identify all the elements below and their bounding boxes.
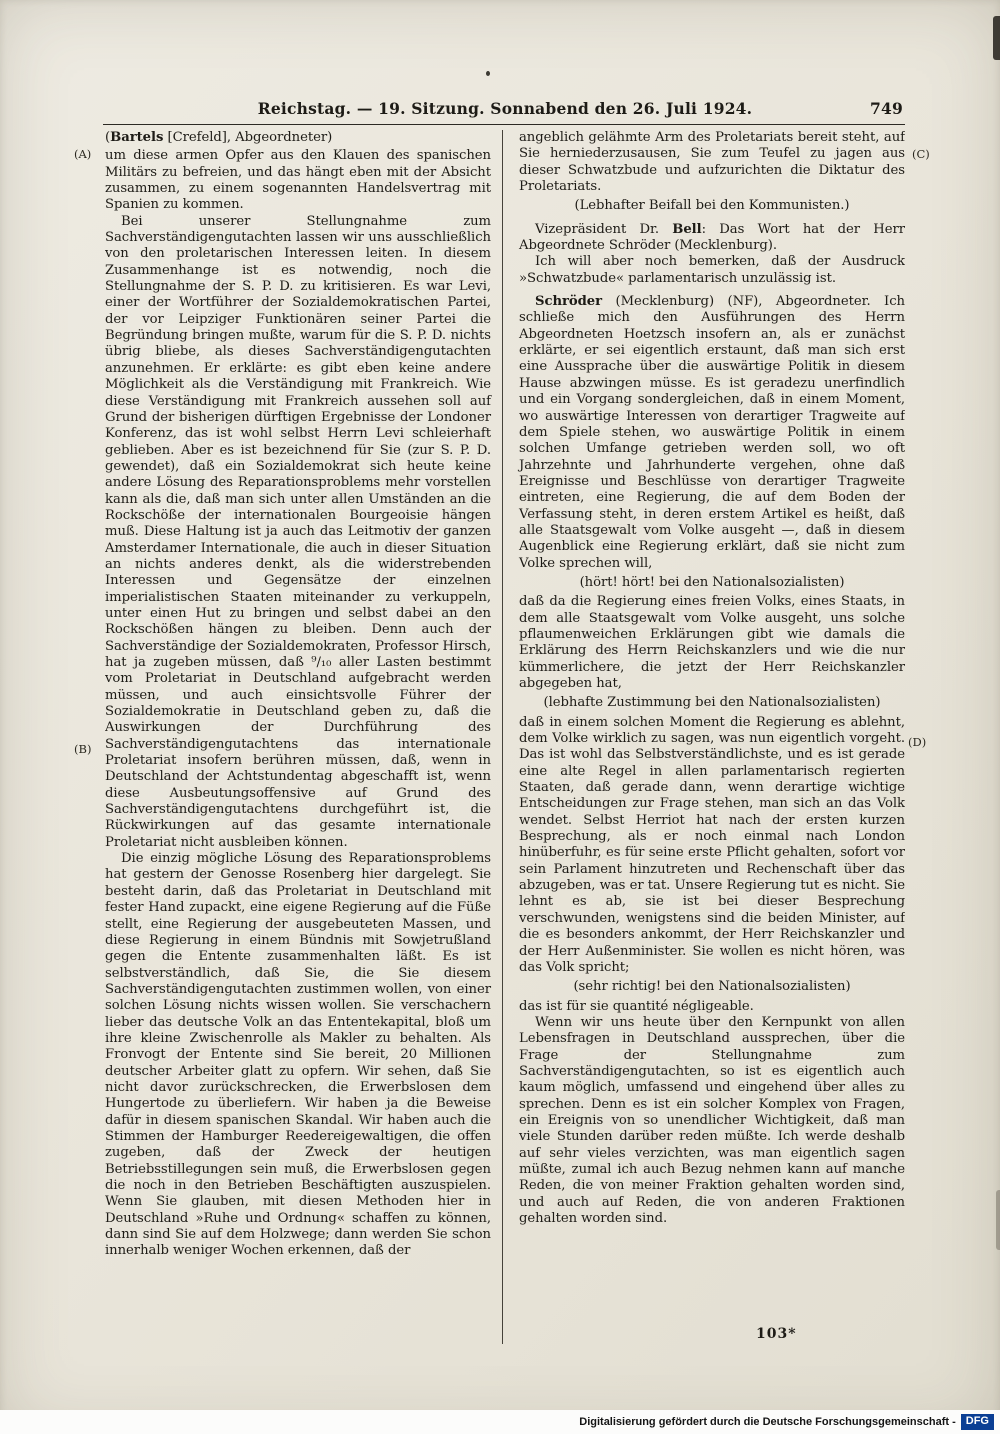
stage-direction [519, 695, 905, 711]
text-run: daß in einem solchen Moment die Regierung es ablehnt, dem Volke wirklich zu sagen, was nun eigentlich vorgeht. Das ist wohl das Selbstverständlichste, und es ist gerade eine alte Regel in allen parlamentarisch regierten Staaten, daß gerade dann, wenn derartige wichtige Entscheidungen zur Frage stehen, man sich an das Volk wendet. Selbst Herriot hat nach der ersten kurzen Besprechung, als er noch einmal nach London hinüberfuhr, es für seine erste Pflicht gehalten, sofort vor sein Parlament hinzutreten und Rechenschaft über das abzugeben, was er tat. Unsere Regierung tut es nicht. Sie lehnt es ab, sie ist bei dieser Besprechung verschwunden, wenigstens sind die beiden Minister, auf die es besonders ankommt, der Herr Reichskanzler und der Herr Außenminister. Sie wollen es nicht hören, was das Volk spricht; [519, 714, 905, 975]
text-run: daß da die Regierung eines freien Volks, eines Staats, in dem alle Staatsgewalt vom Volke ausgeht, uns solche pflaumenweichen Erklärungen gibt wie damals die Erklärung des Herrn Reichskanzlers und wie die nur kümmerlichere, die jetzt der Herr Reichskanzler abgegeben hat, [519, 594, 905, 691]
speaker-name: Schröder [535, 294, 603, 310]
session-title: Reichstag. — 19. Sitzung. Sonnabend den 26. Juli 1924. [257, 99, 753, 118]
dfg-logo: DFG [961, 1414, 994, 1430]
paragraph [519, 294, 905, 572]
stage-direction [519, 575, 905, 591]
digitization-note: Digitalisierung gefördert durch die Deutsche Forschungsgemeinschaft - [579, 1416, 956, 1428]
margin-marker-c: (C) [912, 147, 930, 161]
text-run: (Mecklenburg) (NF), Abgeordneter. Ich schließe mich den Ausführungen des Herrn Abgeordneten Hoetzsch insofern an, als er zunächst erklärte, er sei eigentlich erstaunt, daß man sich erst eine Aussprache über die auswärtige Politik in diesem Hause abzwingen müsse. Es ist geradezu unerfindlich und ein Vorgang sondergleichen, daß in einem Moment, wo auswärtige Interessen von derartiger Tragweite auf dem Spiele stehen, wo auswärtige Politik in einem solchen Umfange getrieben werden soll, wo oft Jahrzehnte und Jahrhunderte vergehen, ohne daß Ereignisse und Beschlüsse von derartiger Tragweite eintreten, eine Regierung, die auf dem Boden der Verfassung steht, in deren erstem Artikel es heißt, daß alle Staatsgewalt vom Volke ausgeht —, daß in diesem Augenblick eine Regierung erklärt, daß sie nicht zum Volke sprechen will, [519, 294, 905, 571]
paragraph [105, 214, 491, 851]
margin-marker-a: (A) [74, 147, 92, 161]
paragraph [519, 1015, 905, 1227]
text-run: [Crefeld], Abgeordneter) [163, 130, 333, 145]
text-run: Wenn wir uns heute über den Kernpunkt von allen Lebensfragen in Deutschland aussprechen, über die Frage der Stellungnahme zum Sachverständigengutachten, so ist es eigentlich auch kaum möglich, umfassend und eingehend über alles zu sprechen. Denn es ist ein solcher Komplex von Fragen, ein Ereignis von so unendlicher Wichtigkeit, daß man viele Stunden darüber reden müßte. Ich werde deshalb auf sehr vieles verzichten, was man eigentlich sagen müßte, zumal ich auch Bezug nehmen kann auf manche Reden, die von meiner Fraktion gehalten worden sind, und auch auf Reden, die von anderen Fraktionen gehalten worden sind. [519, 1014, 905, 1226]
text-columns [105, 130, 905, 1342]
paragraph [519, 594, 905, 692]
margin-marker-d: (D) [908, 735, 927, 749]
text-run: (lebhafte Zustimmung bei den Nationalsozialisten) [543, 695, 881, 711]
text-run: Vizepräsident Dr. [535, 221, 673, 237]
text-run: um diese armen Opfer aus den Klauen des spanischen Militärs zu befreien, und das hängt eben mit der Absicht zusammen, zu einem sogenannten Handelsvertrag mit Spanien zu kommen. [105, 148, 491, 213]
paragraph [519, 130, 905, 195]
paragraph [519, 222, 905, 255]
stage-direction [519, 979, 905, 995]
stage-direction [519, 198, 905, 214]
page-header [105, 99, 905, 118]
paragraph [105, 130, 491, 146]
margin-marker-b: (B) [74, 742, 92, 756]
sheet-signature: 103* [756, 1326, 797, 1342]
text-run: Die einzig mögliche Lösung des Reparationsproblems hat gestern der Genosse Rosenberg hier dargelegt. Sie besteht darin, daß das Proletariat in Deutschland mit fester Hand zupackt, eine eigene Regierung auf die Füße stellt, eine Regierung der ausgebeuteten Massen, und diese Regierung in einem Bündnis mit Sowjetrußland gegen die Entente zusammenhalten läßt. Es ist selbstverständlich, daß Sie, die Sie diesem Sachverständigengutachten zustimmen wollen, von einer solchen Lösung nichts wissen wollen. Sie verschachern lieber das deutsche Volk an das Ententekapital, bloß um ihre kleine Zwischenrolle als Makler zu behalten. Als Fronvogt der Entente sind Sie bereit, 20 Millionen deutscher Arbeiter glatt zu opfern. Wir sehen, daß Sie nicht davor zurückschrecken, die Erwerbslosen dem Hungertode zu überliefern. Wir haben ja die Beweise dafür in diesem spanischen Skandal. Wir haben auch die Stimmen der Hamburger Reedereigewaltigen, die offen zugeben, daß der Zweck der heutigen Betriebsstillegungen sein muß, die Erwerbslosen gegen die noch in den Betrieben Beschäftigten auszuspielen. Wenn Sie glauben, mit diesen Methoden hier in Deutschland »Ruhe und Ordnung« schaffen zu können, dann sind Sie auf dem Holzwege; dann werden Sie schon innerhalb weniger Wochen erkennen, daß der [105, 851, 491, 1259]
speaker-name: Bartels [110, 130, 164, 145]
speaker-name: Bell [672, 221, 702, 237]
text-run: (sehr richtig! bei den Nationalsozialisten) [573, 979, 851, 995]
text-run: : Das Wort hat der Herr Abgeordnete Schröder (Mecklenburg). [519, 221, 905, 254]
text-run: Bei unserer Stellungnahme zum Sachverständigengutachten lassen wir uns ausschließlich von den proletarischen Interessen leiten. In diesem Zusammenhange ist es notwendig, noch die Stellungnahme der S. P. D. zu kritisieren. Es war Levi, einer der Wortführer der Sozialdemokratischen Partei, der vor Leipziger Funktionären seiner Partei die Begründung bringen mußte, warum für die S. P. D. nichts übrig bliebe, als dieses Sachverständigengutachten anzunehmen. Er erklärte: es gibt eben keine andere Möglichkeit als die Verständigung mit Frankreich. Wie diese Verständigung mit Frankreich aussehen soll auf Grund der bisherigen dürftigen Ergebnisse der Londoner Konferenz, das ist wohl selbst Herrn Levi schleierhaft geblieben. Aber es ist bezeichnend für Sie (zur S. P. D. gewendet), daß ein Sozialdemokrat sich heute keine andere Lösung des Reparationsproblems mehr vorstellen kann als die, daß man sich unter allen Umständen an die Rockschöße der internationalen Bourgeoisie hängen muß. Diese Haltung ist ja auch das Leitmotiv der ganzen Amsterdamer Internationale, die auch in dieser Situation an nichts anderes denkt, als die widerstrebenden Interessen und Gegensätze der einzelnen imperialistischen Staaten miteinander zu verkuppeln, unter einen Hut zu bringen und selbst dabei an den Rockschößen hängen zu bleiben. Denn auch der Sachverständige der Sozialdemokraten, Professor Hirsch, hat ja zugeben müssen, daß ⁹/₁₀ aller Lasten bestimmt vom Proletariat in Deutschland aufgebracht werden müssen, und auch einsichtsvolle Führer der Sozialdemokratie in Deutschland geben zu, daß die Auswirkungen der Durchführung des Sachverständigengutachtens das internationale Proletariat insofern berühren müssen, daß, wenn in Deutschland der Achtstundentag abgeschafft ist, wenn diese Ausbeutungsoffensive auf Grund des Sachverständigengutachtens durchgeführt ist, die Rückwirkungen auf das gesamte internationale Proletariat nicht ausbleiben können. [105, 213, 491, 850]
scan-artifact-right-edge [996, 1190, 1000, 1250]
scan-artifact-dot [486, 71, 490, 76]
left-column [105, 130, 491, 1342]
paragraph [105, 148, 491, 213]
text-run: Ich will aber noch bemerken, daß der Ausdruck »Schwatzbude« parlamentarisch unzulässig ist. [519, 254, 905, 286]
text-run: ( [105, 130, 111, 145]
paragraph [519, 254, 905, 287]
header-rule [103, 124, 905, 125]
text-run: (hört! hört! bei den Nationalsozialisten) [579, 574, 845, 590]
paragraph [519, 999, 905, 1015]
paragraph [105, 851, 491, 1260]
text-run: (Lebhafter Beifall bei den Kommunisten.) [574, 198, 850, 214]
scan-artifact-top-right [993, 16, 1000, 60]
text-run: angeblich gelähmte Arm des Proletariats bereit steht, auf Sie herniederzusausen, Sie zum Teufel zu jagen aus dieser Schwatzbude und aufzurichten die Diktatur des Proletariats. [519, 130, 905, 195]
right-column [519, 130, 905, 1342]
digitization-footer [0, 1410, 1000, 1434]
text-run: das ist für sie quantité négligeable. [519, 998, 754, 1014]
paragraph [519, 715, 905, 977]
column-divider-rule [502, 130, 503, 1344]
page-number: 749 [870, 99, 903, 118]
